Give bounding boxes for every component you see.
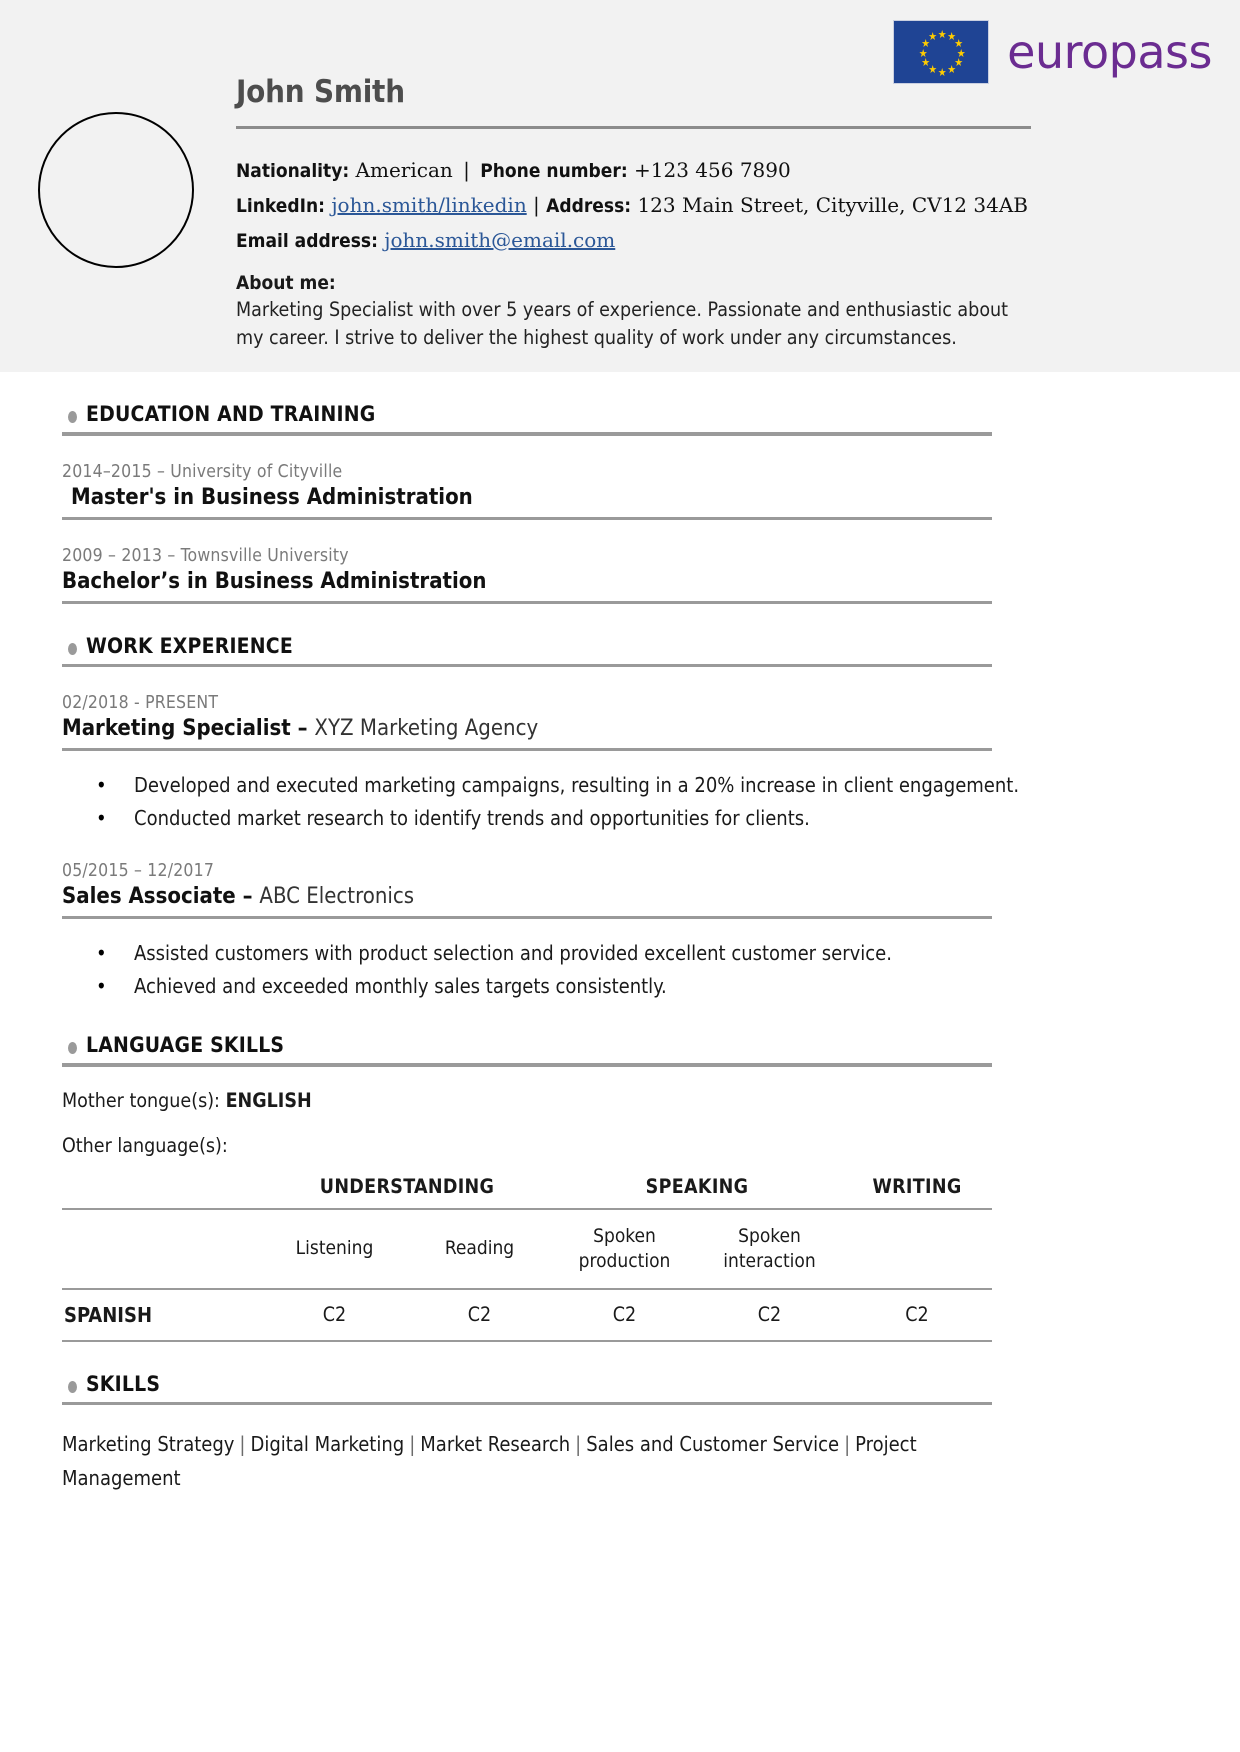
work-entry-date: 02/2018 - PRESENT xyxy=(62,693,219,713)
eu-star-icon: ★ xyxy=(956,46,966,60)
sub-header-spoken-interaction: Spoken interaction xyxy=(697,1209,842,1289)
work-entry-title xyxy=(62,716,1178,741)
entry-divider xyxy=(62,916,992,919)
email-label: Email address: xyxy=(236,230,378,252)
page-title: John Smith xyxy=(236,74,405,110)
work-role: Marketing Specialist – xyxy=(62,716,308,741)
nationality-value: American xyxy=(355,158,453,182)
contact-line-linkedin-address xyxy=(236,188,1036,223)
list-item: • Achieved and exceeded monthly sales targets consistently. xyxy=(130,970,1178,1003)
section-title-languages: LANGUAGE SKILLS xyxy=(86,1033,285,1057)
section-title-work: WORK EXPERIENCE xyxy=(86,633,293,658)
section-title-education: EDUCATION AND TRAINING xyxy=(86,402,376,426)
section-title-skills: SKILLS xyxy=(86,1371,161,1396)
work-bullet-list xyxy=(62,937,1178,1003)
phone-label: Phone number: xyxy=(480,160,628,182)
education-entry-date: 2014–2015 – University of Cityville xyxy=(62,461,343,482)
cv-body xyxy=(0,372,1240,1495)
linkedin-label: LinkedIn: xyxy=(236,195,325,217)
sub-header-spoken-production: Spoken production xyxy=(552,1209,697,1289)
education-entry-date: 2009 – 2013 – Townsville University xyxy=(62,545,349,566)
education-entry-title: Bachelor’s in Business Administration xyxy=(62,568,487,594)
section-divider xyxy=(62,664,992,668)
skill-separator: | xyxy=(239,1432,246,1456)
work-entry-date: 05/2015 – 12/2017 xyxy=(62,861,215,881)
language-table xyxy=(62,1175,992,1342)
skill-separator: | xyxy=(844,1432,851,1456)
eu-star-icon: ★ xyxy=(928,62,938,76)
section-education xyxy=(62,402,1178,604)
eu-star-icon: ★ xyxy=(921,56,931,69)
address-label: Address: xyxy=(546,195,632,217)
linkedin-link[interactable]: john.smith/linkedin xyxy=(331,193,527,217)
skill-separator: | xyxy=(409,1432,416,1456)
empty-corner-cell xyxy=(62,1175,262,1209)
section-skills xyxy=(62,1372,1178,1496)
cell-reading: C2 xyxy=(407,1289,552,1341)
sub-header-reading: Reading xyxy=(407,1209,552,1289)
eu-star-icon: ★ xyxy=(954,37,964,50)
contact-divider: | xyxy=(463,158,470,182)
work-org: XYZ Marketing Agency xyxy=(314,716,539,741)
section-header-skills xyxy=(62,1372,1178,1396)
skills-list xyxy=(62,1427,922,1495)
sub-empty-writing-cell xyxy=(842,1209,992,1289)
cell-writing: C2 xyxy=(842,1289,992,1341)
skill-item: Digital Marketing xyxy=(250,1432,405,1456)
group-header-speaking: SPEAKING xyxy=(645,1174,749,1198)
group-header-understanding: UNDERSTANDING xyxy=(319,1174,495,1198)
section-work-experience xyxy=(62,634,1178,1004)
eu-star-icon: ★ xyxy=(947,30,957,44)
sub-header-listening: Listening xyxy=(262,1209,407,1289)
eu-star-icon: ★ xyxy=(954,56,964,69)
entry-divider xyxy=(62,748,992,751)
work-org: ABC Electronics xyxy=(259,884,415,909)
eu-star-icon: ★ xyxy=(947,62,957,76)
mother-tongue-label: Mother tongue(s): xyxy=(62,1088,220,1112)
nationality-label: Nationality: xyxy=(236,160,350,182)
skill-separator: | xyxy=(575,1432,582,1456)
contact-line-nationality-phone xyxy=(236,153,1036,188)
table-header-subs xyxy=(62,1209,992,1289)
contact-block xyxy=(236,153,1036,352)
skill-item: Market Research xyxy=(420,1432,571,1456)
work-entry xyxy=(62,693,1178,835)
email-link[interactable]: john.smith@email.com xyxy=(384,228,616,252)
cell-spoken-production: C2 xyxy=(552,1289,697,1341)
avatar xyxy=(38,112,194,268)
cell-listening: C2 xyxy=(262,1289,407,1341)
eu-star-icon: ★ xyxy=(928,30,938,44)
header-main xyxy=(236,74,1036,352)
cell-spoken-interaction: C2 xyxy=(697,1289,842,1341)
sub-empty-cell xyxy=(62,1209,262,1289)
bullet-dot-icon xyxy=(68,411,77,423)
eu-star-icon: ★ xyxy=(937,27,947,41)
address-value: 123 Main Street, Cityville, CV12 34AB xyxy=(637,193,1028,217)
list-item: • Assisted customers with product selection and provided excellent customer service. xyxy=(130,937,1178,970)
education-entry xyxy=(62,546,1178,604)
bullet-dot-icon xyxy=(68,643,77,655)
contact-divider-2: | xyxy=(526,193,547,217)
eu-star-icon: ★ xyxy=(918,46,928,60)
work-bullet-list xyxy=(62,769,1178,835)
list-item: • Developed and executed marketing campaigns, resulting in a 20% increase in client engagement. xyxy=(130,769,1178,802)
work-role: Sales Associate – xyxy=(62,884,253,909)
name-divider xyxy=(236,126,1031,129)
group-header-writing: WRITING xyxy=(872,1174,962,1198)
skill-item: Sales and Customer Service xyxy=(586,1432,840,1456)
education-entry-title: Master's in Business Administration xyxy=(71,484,473,510)
mother-tongue-value: ENGLISH xyxy=(225,1088,312,1112)
skill-item: Project Management xyxy=(62,1432,917,1490)
section-language-skills xyxy=(62,1033,1178,1342)
europass-wordmark: europass xyxy=(1007,25,1212,79)
section-header-languages xyxy=(62,1033,1178,1057)
section-divider xyxy=(62,1063,992,1067)
mother-tongue-line xyxy=(62,1089,1178,1112)
entry-divider xyxy=(62,601,992,604)
entry-divider xyxy=(62,517,992,520)
eu-star-icon: ★ xyxy=(921,37,931,50)
skill-item: Marketing Strategy xyxy=(62,1432,235,1456)
education-entry xyxy=(62,462,1178,520)
header-band xyxy=(0,0,1240,372)
work-entry-title xyxy=(62,884,1178,909)
section-divider xyxy=(62,1402,992,1406)
phone-value: +123 456 7890 xyxy=(634,158,791,182)
bullet-dot-icon xyxy=(68,1042,77,1054)
section-header-work xyxy=(62,634,1178,658)
section-header-education xyxy=(62,402,1178,426)
table-row xyxy=(62,1289,992,1341)
about-me-label: About me: xyxy=(236,272,336,294)
about-me-text: Marketing Specialist with over 5 years of experience. Passionate and enthusiastic about my career. I strive to deliver the highest quality of work under any circumstances. xyxy=(236,298,1009,349)
bullet-dot-icon xyxy=(68,1381,77,1393)
contact-line-email xyxy=(236,223,1036,258)
table-header-groups xyxy=(62,1175,992,1209)
work-entry xyxy=(62,861,1178,1003)
eu-star-icon: ★ xyxy=(937,65,947,79)
row-language-name: SPANISH xyxy=(62,1289,262,1341)
other-languages-label: Other language(s): xyxy=(62,1133,228,1157)
section-divider xyxy=(62,432,992,436)
list-item: • Conducted market research to identify trends and opportunities for clients. xyxy=(130,802,1178,835)
